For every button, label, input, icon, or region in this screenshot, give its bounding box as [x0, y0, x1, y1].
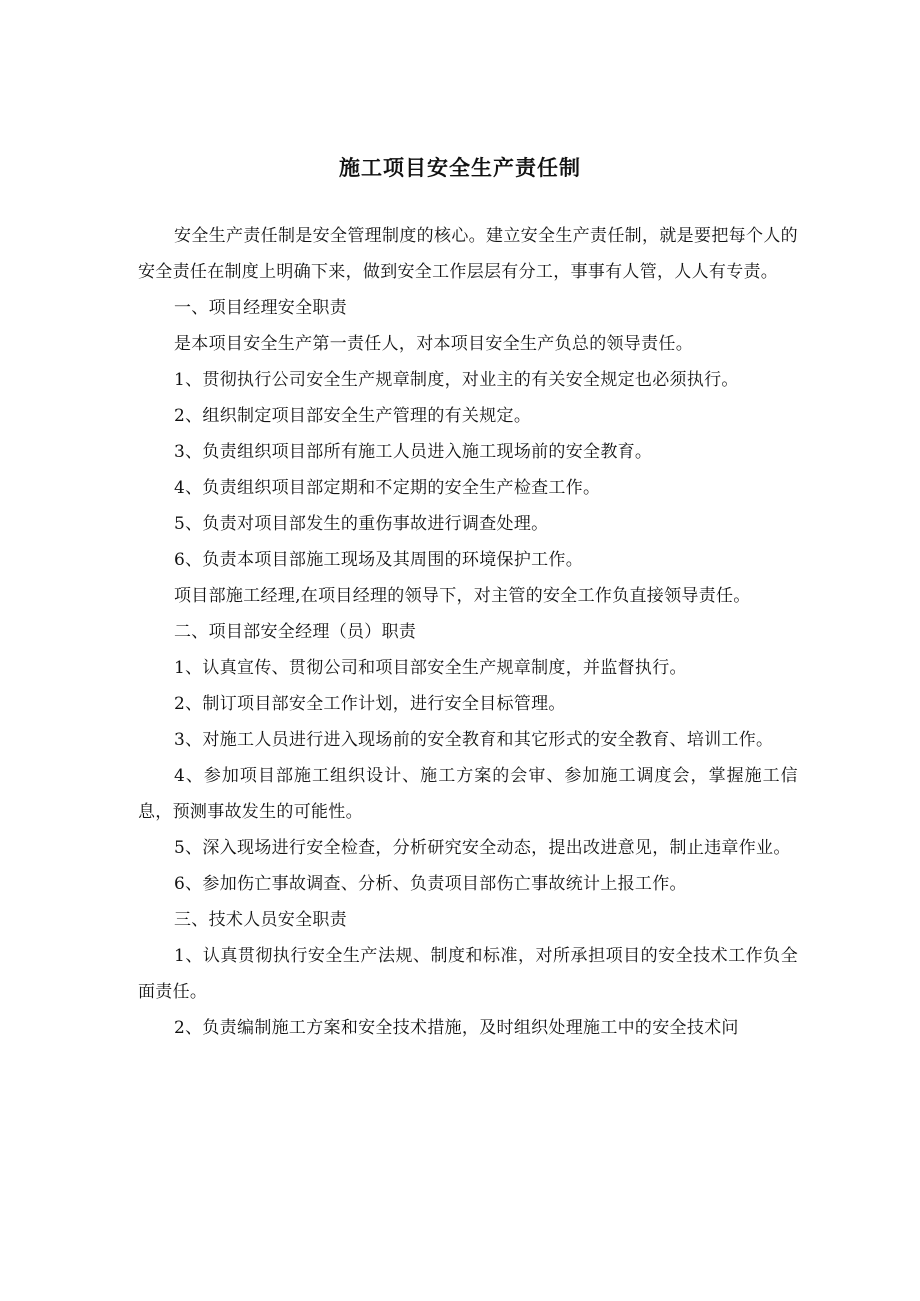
- list-item: 1、认真宣传、贯彻公司和项目部安全生产规章制度，并监督执行。: [174, 658, 687, 678]
- paragraph: 项目部施工经理,在项目经理的领导下，对主管的安全工作负直接领导责任。: [174, 586, 751, 606]
- intro-paragraph: 安全生产责任制是安全管理制度的核心。建立安全生产责任制，就是要把每个人的安全责任在制度上明确下来，做到安全工作层层有分工，事事有人管，人人有专责。: [138, 226, 798, 282]
- list-item: 5、负责对项目部发生的重伤事故进行调查处理。: [174, 514, 549, 534]
- document-body: [138, 218, 798, 1046]
- section-heading-3: 三、技术人员安全职责: [174, 910, 347, 930]
- list-item: 2、负责编制施工方案和安全技术措施，及时组织处理施工中的安全技术问: [174, 1018, 739, 1038]
- list-item: 3、对施工人员进行进入现场前的安全教育和其它形式的安全教育、培训工作。: [174, 730, 774, 750]
- list-item: 3、负责组织项目部所有施工人员进入施工现场前的安全教育。: [174, 442, 653, 462]
- page-title: 施工项目安全生产责任制: [339, 156, 581, 180]
- paragraph: 是本项目安全生产第一责任人，对本项目安全生产负总的领导责任。: [174, 334, 693, 354]
- list-item: 4、参加项目部施工组织设计、施工方案的会审、参加施工调度会，掌握施工信息，预测事故发生的可能性。: [138, 766, 798, 822]
- list-item: 6、参加伤亡事故调查、分析、负责项目部伤亡事故统计上报工作。: [174, 874, 687, 894]
- list-item: 2、制订项目部安全工作计划，进行安全目标管理。: [174, 694, 566, 714]
- list-item: 1、认真贯彻执行安全生产法规、制度和标准，对所承担项目的安全技术工作负全面责任。: [138, 946, 798, 1002]
- section-heading-1: 一、项目经理安全职责: [174, 298, 347, 318]
- list-item: 6、负责本项目部施工现场及其周围的环境保护工作。: [174, 550, 584, 570]
- section-heading-2: 二、项目部安全经理（员）职责: [174, 622, 417, 642]
- list-item: 2、组织制定项目部安全生产管理的有关规定。: [174, 406, 532, 426]
- list-item: 4、负责组织项目部定期和不定期的安全生产检查工作。: [174, 478, 601, 498]
- list-item: 5、深入现场进行安全检查，分析研究安全动态，提出改进意见，制止违章作业。: [174, 838, 791, 858]
- list-item: 1、贯彻执行公司安全生产规章制度，对业主的有关安全规定也必须执行。: [174, 370, 739, 390]
